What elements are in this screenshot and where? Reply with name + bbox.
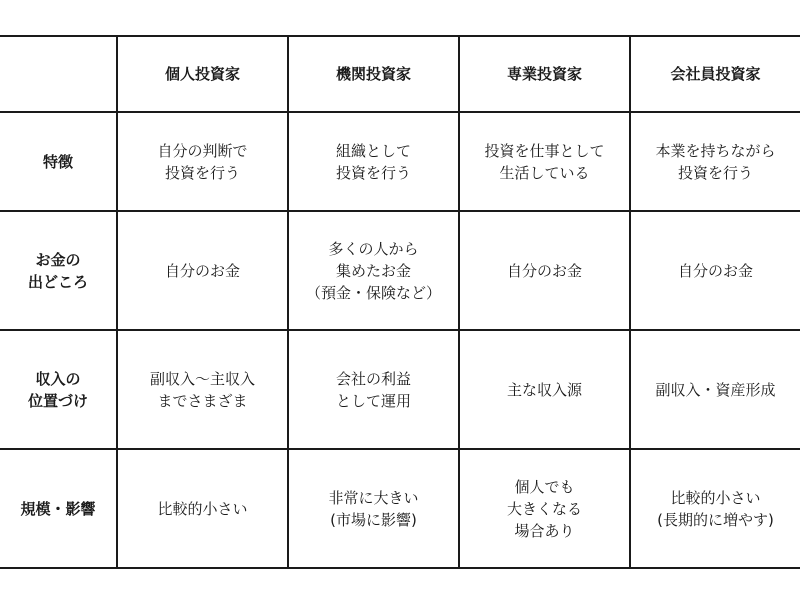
cell-line: 投資を仕事として xyxy=(484,141,605,160)
row-header-line: 特徴 xyxy=(42,152,73,171)
cell-line: 自分のお金 xyxy=(164,261,240,280)
cell-features-institutional xyxy=(288,112,459,211)
cell-line: 組織として xyxy=(335,141,411,160)
column-header-individual: 個人投資家 xyxy=(117,36,288,112)
cell-line: 大きくなる xyxy=(506,499,582,518)
cell-line: （預金・保険など） xyxy=(305,283,441,302)
cell-income-position-individual xyxy=(117,330,288,449)
cell-line: (市場に影響) xyxy=(330,510,417,529)
cell-line: 副収入〜主収入 xyxy=(149,369,255,388)
cell-scale-impact-institutional xyxy=(288,449,459,568)
cell-line: 主な収入源 xyxy=(506,380,582,399)
cell-line: 投資を行う xyxy=(677,163,753,182)
cell-line: 非常に大きい xyxy=(328,488,419,507)
cell-line: 生活している xyxy=(499,163,590,182)
cell-scale-impact-individual xyxy=(117,449,288,568)
table-row-features xyxy=(0,112,800,211)
investor-comparison-table-wrapper xyxy=(0,35,800,569)
row-header-line: お金の xyxy=(35,250,81,269)
cell-line: までさまざま xyxy=(157,391,248,410)
cell-line: 自分の判断で xyxy=(157,141,248,160)
cell-line: 投資を行う xyxy=(335,163,411,182)
cell-scale-impact-professional xyxy=(459,449,630,568)
cell-money-source-individual xyxy=(117,211,288,330)
cell-line: 集めたお金 xyxy=(335,261,411,280)
cell-income-position-employee xyxy=(630,330,800,449)
cell-line: 自分のお金 xyxy=(506,261,582,280)
table-body xyxy=(0,112,800,568)
cell-line: 比較的小さい xyxy=(157,499,248,518)
corner-cell xyxy=(0,36,117,112)
cell-features-individual xyxy=(117,112,288,211)
cell-scale-impact-employee xyxy=(630,449,800,568)
table-row-scale-impact xyxy=(0,449,800,568)
column-header-employee: 会社員投資家 xyxy=(630,36,800,112)
cell-money-source-institutional xyxy=(288,211,459,330)
column-header-professional: 専業投資家 xyxy=(459,36,630,112)
row-header-money-source xyxy=(0,211,117,330)
cell-features-professional xyxy=(459,112,630,211)
row-header-income-position xyxy=(0,330,117,449)
table-row-income-position xyxy=(0,330,800,449)
cell-line: 比較的小さい xyxy=(670,488,761,507)
cell-line: 多くの人から xyxy=(328,239,419,258)
cell-money-source-professional xyxy=(459,211,630,330)
cell-line: 会社の利益 xyxy=(335,369,411,388)
cell-line: 投資を行う xyxy=(164,163,240,182)
row-header-line: 規模・影響 xyxy=(20,499,96,518)
row-header-line: 出どころ xyxy=(27,272,88,291)
cell-line: 副収入・資産形成 xyxy=(655,380,776,399)
cell-line: 本業を持ちながら xyxy=(655,141,776,160)
cell-line: 自分のお金 xyxy=(677,261,753,280)
cell-income-position-professional xyxy=(459,330,630,449)
cell-line: 個人でも xyxy=(514,477,575,496)
table-row-money-source xyxy=(0,211,800,330)
cell-line: として運用 xyxy=(335,391,411,410)
header-row xyxy=(0,36,800,112)
row-header-line: 収入の xyxy=(35,369,81,388)
cell-income-position-institutional xyxy=(288,330,459,449)
row-header-features xyxy=(0,112,117,211)
row-header-line: 位置づけ xyxy=(27,391,88,410)
row-header-scale-impact xyxy=(0,449,117,568)
column-header-institutional: 機関投資家 xyxy=(288,36,459,112)
cell-money-source-employee xyxy=(630,211,800,330)
cell-features-employee xyxy=(630,112,800,211)
cell-line: 場合あり xyxy=(514,521,575,540)
cell-line: (長期的に増やす) xyxy=(657,510,774,529)
investor-comparison-table xyxy=(0,35,800,569)
